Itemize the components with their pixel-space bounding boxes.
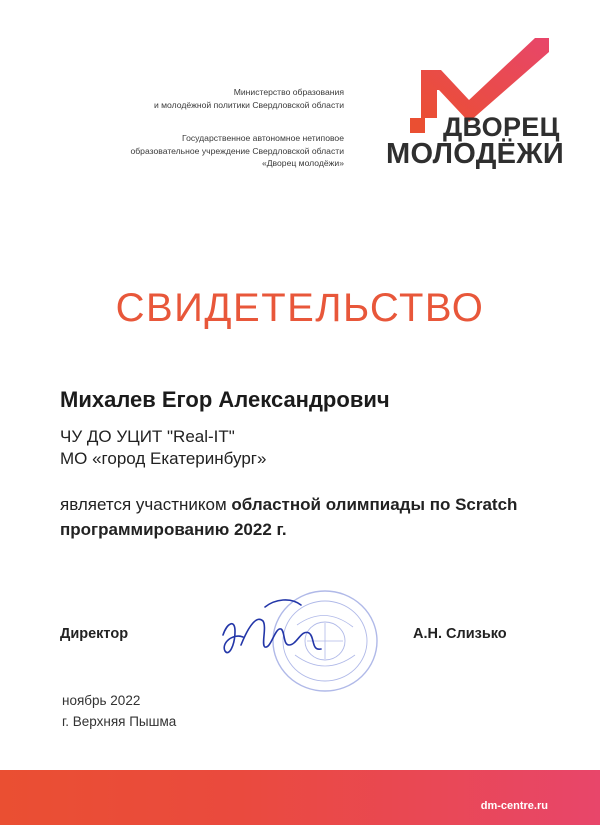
institution-line-3: «Дворец молодёжи»	[261, 158, 344, 169]
participation-statement	[60, 492, 550, 542]
issue-place: г. Верхняя Пышма	[62, 714, 177, 729]
ministry-line-2: и молодёжной политики Свердловской области	[153, 99, 344, 110]
footer-band	[0, 770, 600, 825]
logo-word-dvorets: ДВОРЕЦ	[443, 112, 560, 142]
institution-header	[24, 132, 344, 170]
issue-date: ноябрь 2022	[62, 693, 141, 708]
signer-position: Директор	[60, 626, 129, 642]
official-stamp-signature-icon	[205, 585, 385, 695]
issue-info	[62, 690, 176, 732]
ministry-line-1: Министерство образования	[233, 87, 344, 97]
organization-line-1: ЧУ ДО УЦИТ "Real-IT"	[60, 427, 235, 446]
website-link[interactable]: dm-centre.ru	[480, 800, 548, 812]
ministry-header	[24, 86, 344, 111]
statement-event: областной олимпиады по Scratch программированию 2022 г.	[60, 495, 518, 539]
logo-word-molodezhi: МОЛОДЁЖИ	[386, 138, 565, 170]
organization-line-2: МО «город Екатеринбург»	[60, 449, 267, 468]
certificate-title: СВИДЕТЕЛЬСТВО	[115, 286, 485, 330]
signer-name: А.Н. Слизько	[413, 626, 507, 642]
institution-line-1: Государственное автономное нетиповое	[182, 133, 344, 143]
institution-line-2: образовательное учреждение Свердловской области	[130, 145, 344, 156]
recipient-organization	[60, 426, 266, 470]
statement-prefix: является участником	[60, 495, 232, 514]
recipient-name: Михалев Егор Александрович	[60, 387, 390, 412]
